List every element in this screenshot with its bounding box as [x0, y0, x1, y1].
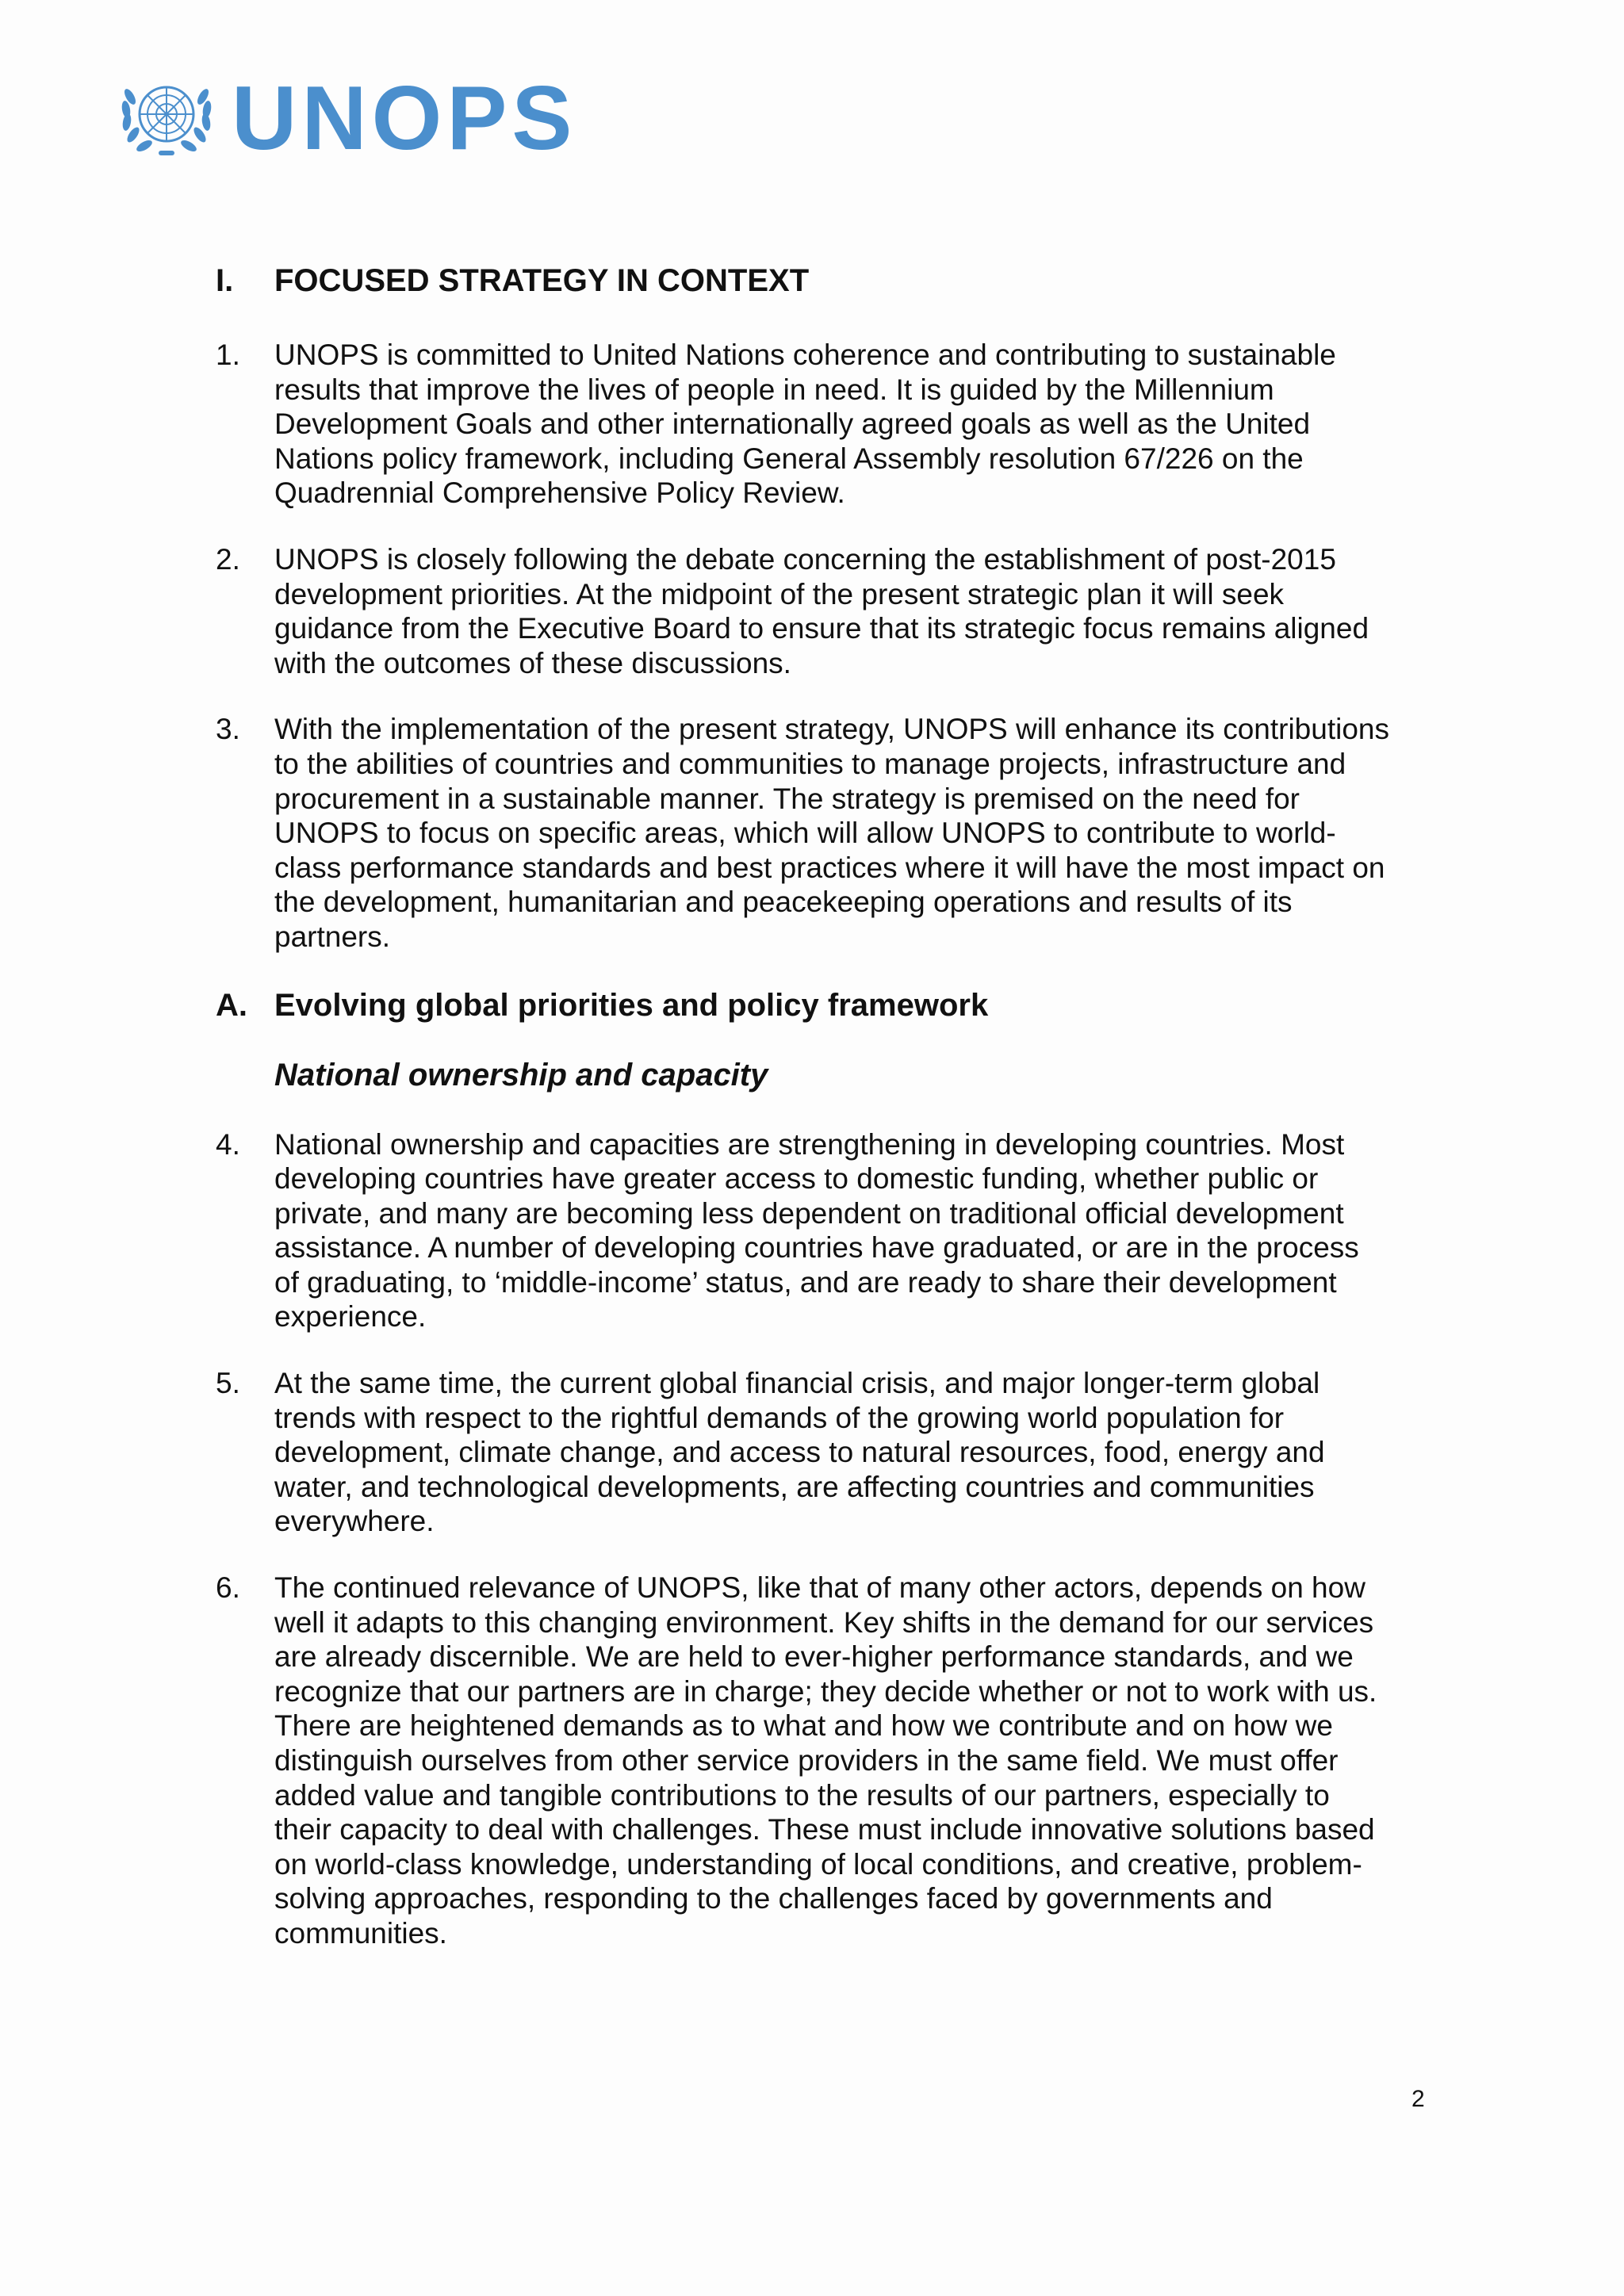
paragraph-text: UNOPS is closely following the debate concerning the establishment of post-2015 development priorities. At the midpoint of the present strategic plan it will seek guidance from the Executive Board to ensure that its strategic focus remains aligned with the outcomes of these discussions.: [274, 542, 1369, 679]
paragraph-text: With the implementation of the present strategy, UNOPS will enhance its contributions to the abilities of countries and communities to manage projects, infrastructure and procurement in a sustainable manner. The strategy is premised on the need for UNOPS to focus on specific areas, which will allow UNOPS to contribute to world-class performance standards and best practices where it will have the most impact on the development, humanitarian and peacekeeping operations and results of its partners.: [274, 713, 1389, 953]
subsection-heading: [216, 986, 1389, 1024]
numbered-paragraph: [216, 542, 1389, 680]
paragraph-number: 5.: [216, 1367, 240, 1400]
numbered-paragraph: [216, 1571, 1389, 1951]
paragraph-number: 6.: [216, 1571, 240, 1605]
paragraph-text: At the same time, the current global financial crisis, and major longer-term global trends with respect to the rightful demands of the growing world population for development, climate change, and access to natural resources, food, energy and water, and technological developments, are affecting countries and communities everywhere.: [274, 1367, 1325, 1538]
paragraph-text: UNOPS is committed to United Nations coherence and contributing to sustainable results that improve the lives of people in need. It is guided by the Millennium Development Goals and other internationally agreed goals as well as the United Nations policy framework, including General Assembly resolution 67/226 on the Quadrennial Comprehensive Policy Review.: [274, 339, 1336, 510]
numbered-paragraph: [216, 338, 1389, 511]
subsection-subtitle: National ownership and capacity: [274, 1057, 768, 1093]
un-emblem-icon: [117, 73, 216, 160]
numbered-paragraph: [216, 1366, 1389, 1539]
numbered-paragraph: [216, 1127, 1389, 1335]
paragraph-number: 1.: [216, 339, 240, 371]
subsection-title: Evolving global priorities and policy framework: [274, 987, 989, 1023]
paragraph-number: 3.: [216, 713, 240, 746]
section-title: FOCUSED STRATEGY IN CONTEXT: [274, 263, 810, 298]
page-number: 2: [1411, 2086, 1425, 2112]
paragraph-text: The continued relevance of UNOPS, like that of many other actors, depends on how well it adapts to this changing environment. Key shifts in the demand for our services are already discernible. We are held to ever-higher performance standards, and we recognize that our partners are in charge; they decide whether or not to work with us. There are heightened demands as to what and how we contribute and on how we distinguish ourselves from other service providers in the same field. We must offer added value and tangible contributions to the results of our partners, especially to their capacity to deal with challenges. These must include innovative solutions based on world-class knowledge, understanding of local conditions, and creative, problem-solving approaches, responding to the challenges faced by governments and communities.: [274, 1571, 1377, 1950]
section-heading: [216, 262, 1389, 300]
section-number: I.: [216, 263, 234, 298]
numbered-paragraph: [216, 712, 1389, 954]
unops-logo: [117, 73, 580, 160]
svg-text:UNOPS: UNOPS: [232, 73, 577, 160]
unops-wordmark: [232, 73, 580, 160]
subsection-marker: A.: [216, 987, 247, 1023]
paragraph-number: 4.: [216, 1127, 240, 1161]
paragraph-number: 2.: [216, 542, 240, 576]
main-content: [216, 262, 1389, 1983]
paragraph-text: National ownership and capacities are strengthening in developing countries. Most developing countries have greater access to domestic funding, whether public or private, and many are becoming less dependent on traditional official development assistance. A number of developing countries have graduated, or are in the process of graduating, to ‘middle-income’ status, and are ready to share their development experience.: [274, 1127, 1359, 1334]
